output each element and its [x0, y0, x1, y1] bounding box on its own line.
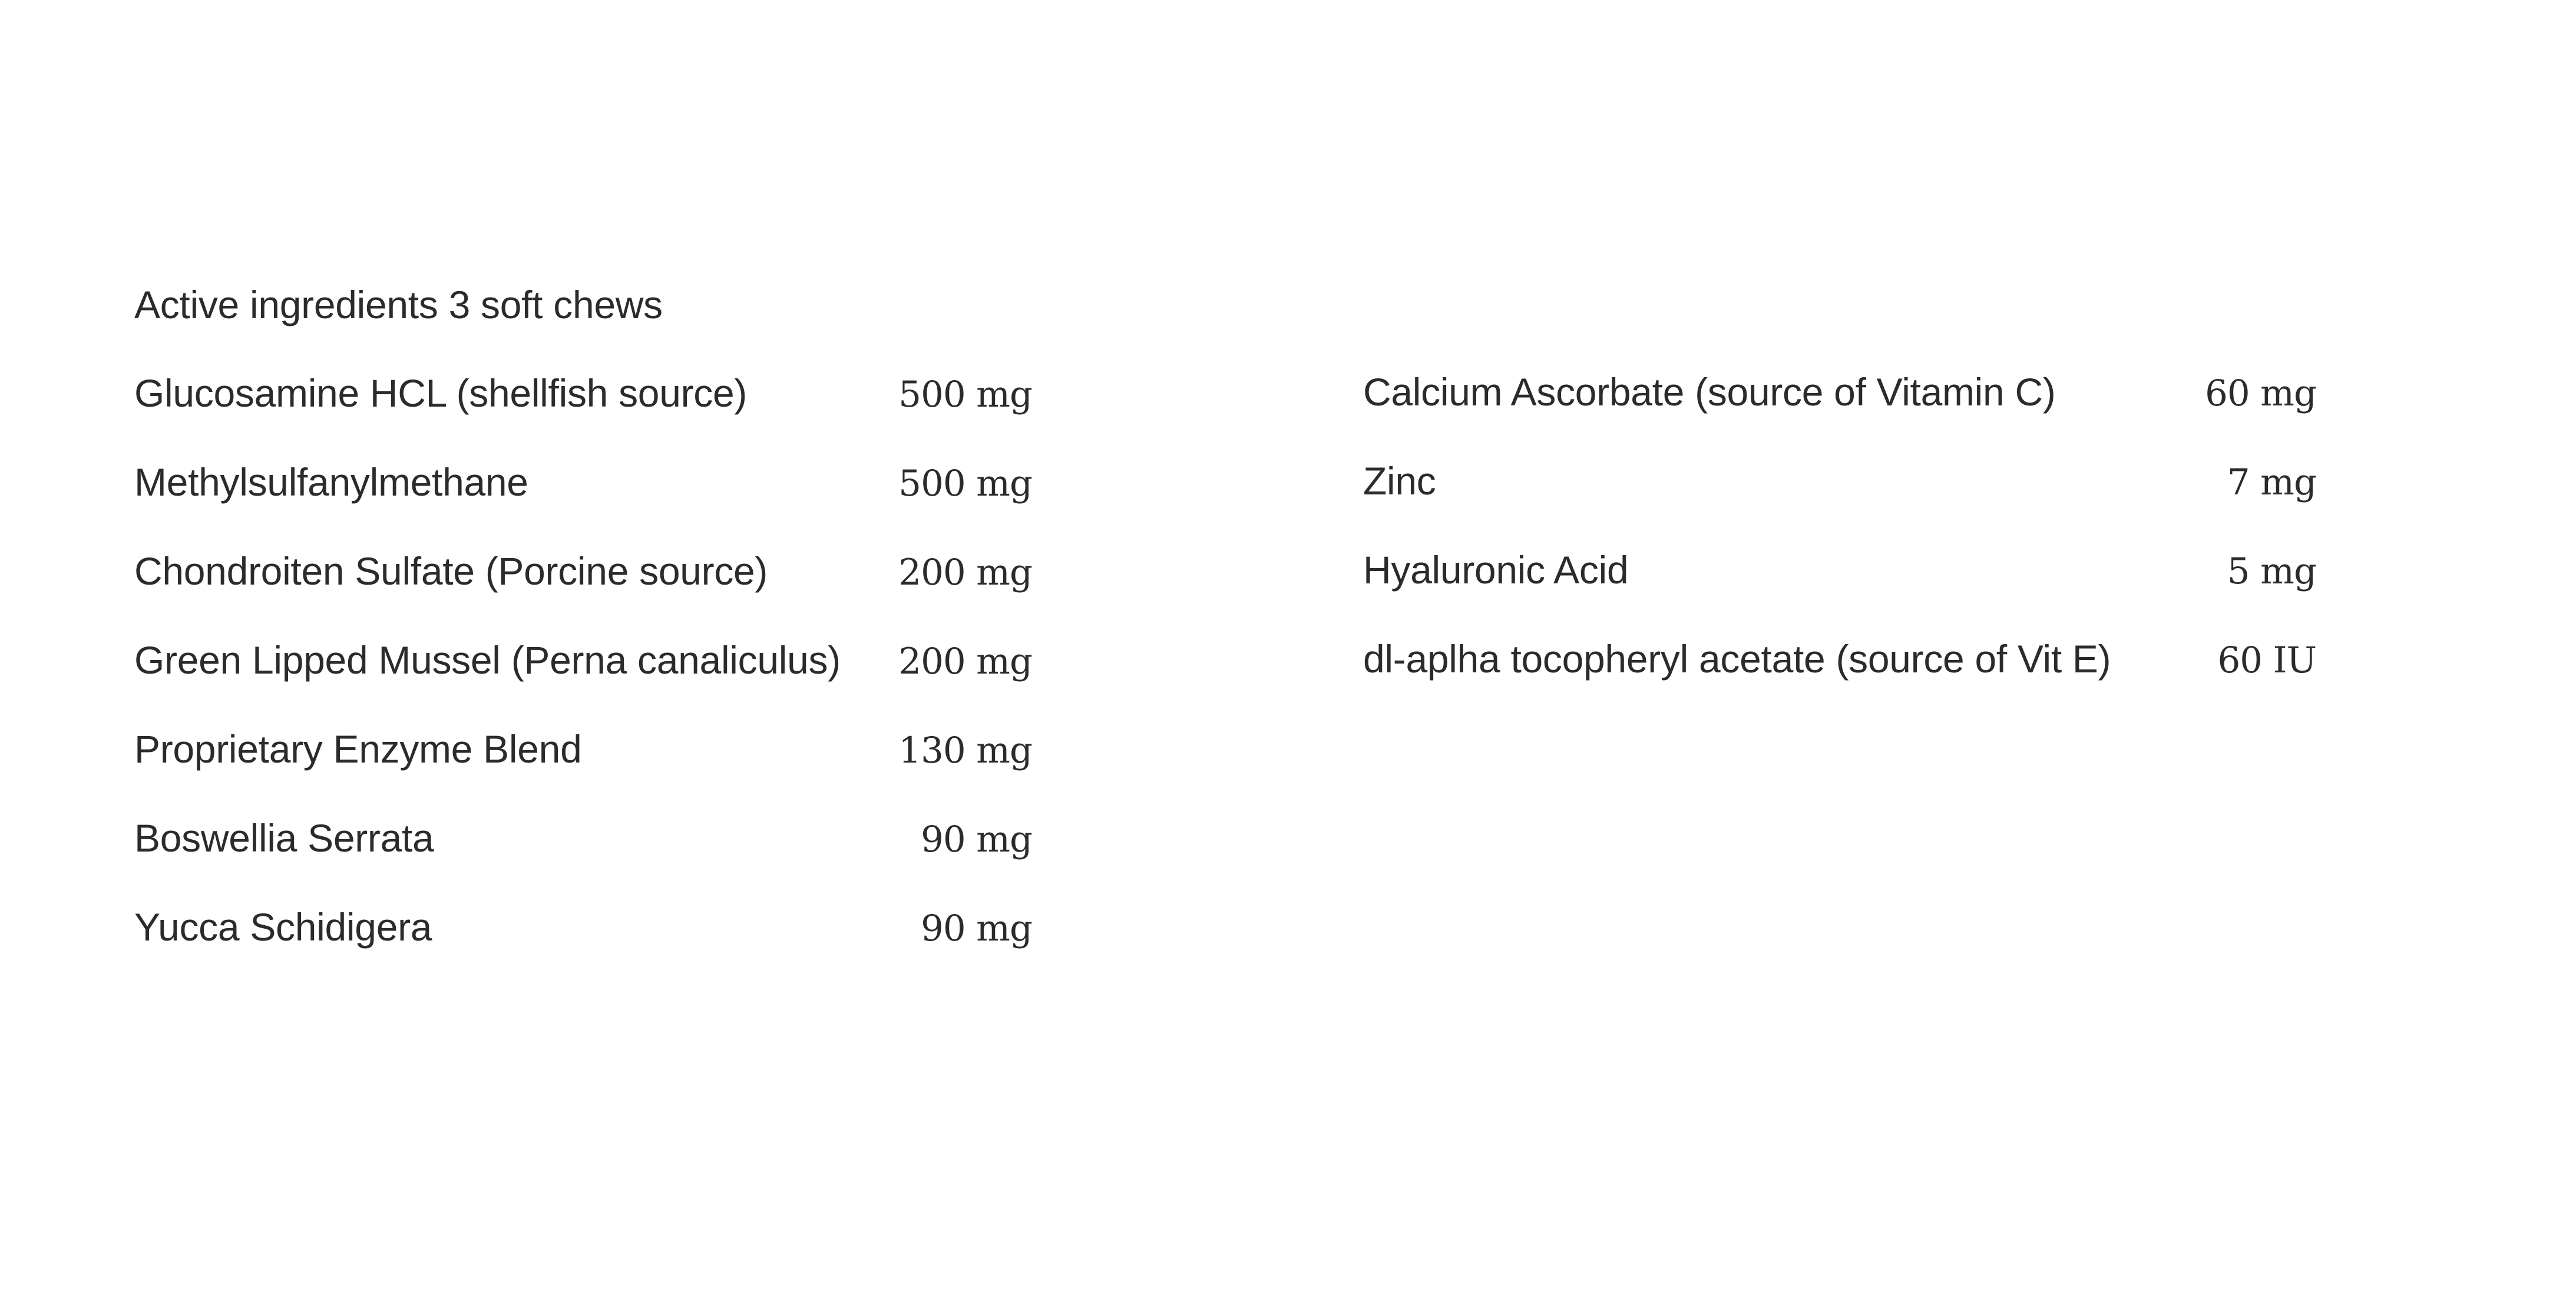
- ingredient-name: Calcium Ascorbate (source of Vitamin C): [1363, 370, 2056, 414]
- ingredient-name: Proprietary Enzyme Blend: [134, 727, 582, 771]
- ingredient-name: dl-aplha tocopheryl acetate (source of Vit E): [1363, 637, 2111, 681]
- ingredient-amount: 200 mg: [898, 552, 1032, 593]
- ingredient-list-right: [1363, 365, 2316, 721]
- ingredient-row: [134, 456, 1032, 545]
- ingredient-amount: 500 mg: [898, 463, 1032, 504]
- ingredient-list-left: [134, 367, 1032, 989]
- ingredient-row: [134, 367, 1032, 456]
- ingredient-amount: 200 mg: [898, 641, 1032, 682]
- ingredient-row: [134, 722, 1032, 811]
- ingredient-name: Hyaluronic Acid: [1363, 548, 1629, 592]
- ingredient-row: [1363, 454, 2316, 543]
- ingredient-amount: 60 mg: [2205, 372, 2316, 414]
- ingredient-amount: 90 mg: [921, 819, 1032, 860]
- ingredient-name: Chondroiten Sulfate (Porcine source): [134, 549, 768, 593]
- ingredient-row: [134, 633, 1032, 722]
- ingredient-amount: 90 mg: [921, 908, 1032, 949]
- ingredient-row: [134, 545, 1032, 633]
- ingredient-name: Green Lipped Mussel (Perna canaliculus): [134, 638, 841, 682]
- ingredient-amount: 7 mg: [2227, 461, 2316, 503]
- ingredient-name: Glucosamine HCL (shellfish source): [134, 371, 748, 415]
- ingredient-row: [134, 811, 1032, 900]
- ingredient-amount: 60 IU: [2217, 639, 2316, 681]
- ingredient-row: [1363, 632, 2316, 721]
- ingredient-row: [1363, 543, 2316, 632]
- panel-title: Active ingredients 3 soft chews: [134, 283, 663, 326]
- ingredient-name: Methylsulfanylmethane: [134, 460, 528, 504]
- ingredient-name: Zinc: [1363, 459, 1436, 503]
- ingredient-name: Yucca Schidigera: [134, 905, 432, 949]
- ingredient-amount: 5 mg: [2227, 550, 2316, 592]
- ingredient-row: [1363, 365, 2316, 454]
- ingredient-amount: 500 mg: [898, 374, 1032, 415]
- ingredient-amount: 130 mg: [898, 730, 1032, 771]
- ingredient-name: Boswellia Serrata: [134, 816, 434, 860]
- ingredient-row: [134, 900, 1032, 989]
